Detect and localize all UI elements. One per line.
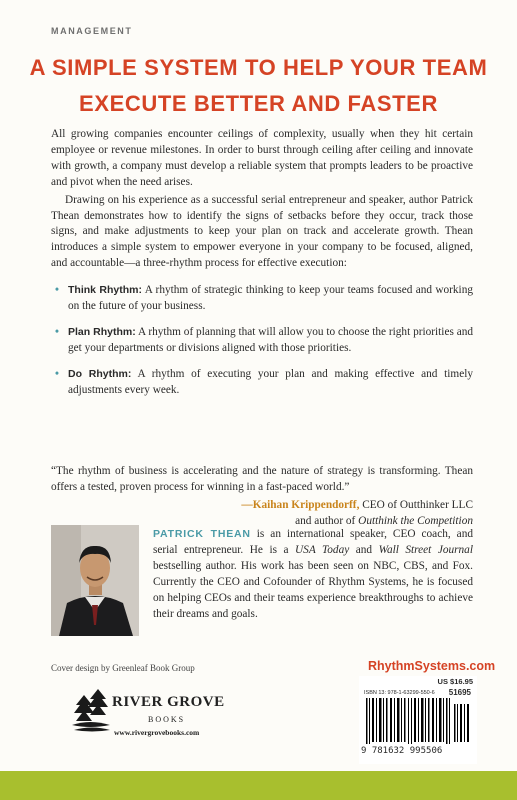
barcode-bars-icon — [364, 698, 472, 744]
rhythm-text: A rhythm of executing your plan and making effective and timely adjustments every week. — [68, 367, 473, 396]
bio-text: is an international speaker, CEO coach, and serial entrepreneur. He is a — [153, 528, 473, 556]
headline-line-2: EXECUTE BETTER AND FASTER — [79, 91, 438, 116]
company-website: RhythmSystems.com — [368, 659, 496, 673]
bio-publication: USA Today — [295, 543, 350, 556]
description — [51, 127, 473, 409]
bio-publication: Wall Street Journal — [378, 543, 473, 556]
endorser-book-title: Outthink the Competition — [358, 515, 473, 527]
rhythm-title: Do Rhythm: — [68, 367, 132, 380]
bottom-color-band — [0, 771, 517, 800]
headline-line-1: A SIMPLE SYSTEM TO HELP YOUR TEAM — [29, 55, 488, 80]
category-label: MANAGEMENT — [51, 26, 133, 36]
cover-design-credit: Cover design by Greenleaf Book Group — [51, 663, 195, 673]
endorser-role: CEO of Outthinker LLC — [362, 499, 473, 511]
rhythm-title: Plan Rhythm: — [68, 325, 136, 338]
description-paragraph-1: All growing companies encounter ceilings of complexity, usually when they hit certain employee or revenue milestones. In order to burst through ceiling after ceiling and innovate with growth, a company must develop a reliable system that prompts leaders to be proactive and pivot when the need arises. — [51, 128, 473, 188]
bullet-icon: • — [55, 284, 59, 297]
endorsement-quote: “The rhythm of business is accelerating and the nature of strategy is transforming. Thean offers a tested, proven process for winning in a fast-paced world.” — [51, 465, 473, 493]
publisher-name: RIVER GROVE — [112, 694, 225, 710]
endorsement-attribution — [241, 497, 473, 529]
rhythm-list — [51, 283, 473, 398]
rhythm-item-plan — [51, 325, 473, 357]
isbn-barcode — [359, 676, 477, 764]
rhythm-title: Think Rhythm: — [68, 284, 142, 297]
bullet-icon: • — [55, 367, 59, 380]
publisher-url: www.rivergrovebooks.com — [114, 728, 200, 737]
rhythm-text: A rhythm of strategic thinking to keep your teams focused and working on the future of your business. — [68, 284, 473, 313]
author-photo — [51, 525, 139, 636]
endorser-name: —Kaihan Krippendorff, — [241, 499, 360, 511]
rhythm-item-think — [51, 283, 473, 315]
author-portrait-icon — [51, 525, 139, 636]
bullet-icon: • — [55, 325, 59, 338]
isbn-label: ISBN 13: 978-1-63299-550-6 — [364, 690, 435, 696]
barcode-addon: 51695 — [448, 688, 471, 697]
publisher-subtitle: BOOKS — [148, 715, 186, 724]
barcode-number: 9 781632 995506 — [361, 746, 443, 756]
bio-text: bestselling author. His work has been seen on NBC, CBS, and Fox. Currently the CEO and Cofounder of Rhythm Systems, he is focused on helping CEOs and their teams experience breakthroughs to achieve their dreams and goals. — [153, 559, 473, 620]
author-name: PATRICK THEAN — [153, 528, 251, 540]
endorser-book-prefix: and author of — [295, 515, 356, 527]
description-paragraph-2: Drawing on his experience as a successful serial entrepreneur and speaker, author Patrick Thean demonstrates how to identify the signs of setbacks before they occur, track those signs, and make adjustments to keep your plan on track and accelerate growth. Thean introduces a simple system to empower everyone in your company to be focused, aligned, and accountable—a three-rhythm process for effective execution: — [51, 193, 473, 270]
price: US $16.95 — [437, 677, 473, 686]
rhythm-text: A rhythm of planning that will allow you to choose the right priorities and get your departments or divisions aligned with those priorities. — [68, 325, 474, 354]
bio-text: and — [349, 543, 379, 556]
author-bio — [153, 527, 473, 622]
rhythm-item-do — [51, 367, 473, 399]
